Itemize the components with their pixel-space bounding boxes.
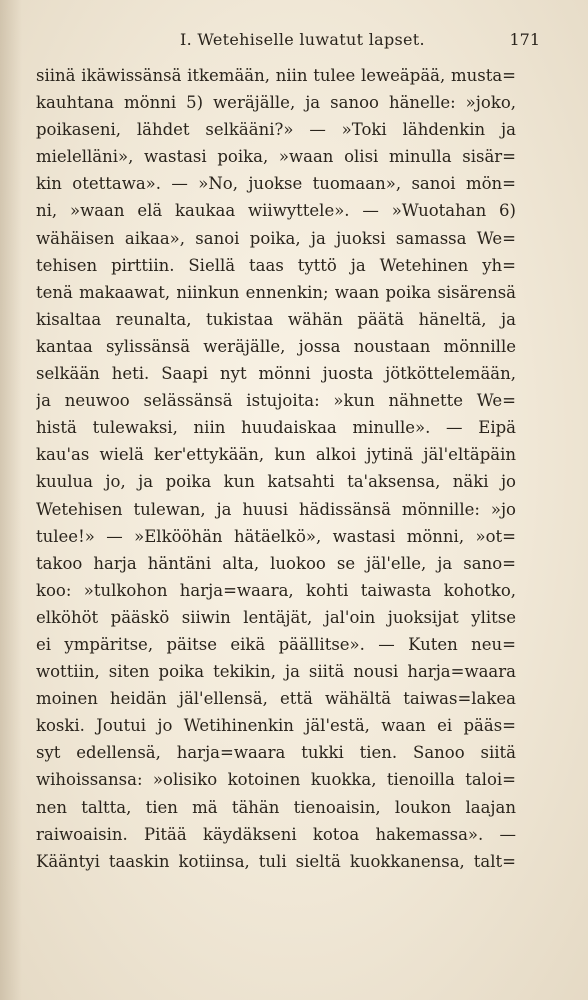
text-line: ei ympäritse, päitse eikä päällitse». — Kuten neu= [36, 634, 516, 654]
text-line: Kääntyi taaskin kotiinsa, tuli sieltä kuokkanensa, talt= [36, 851, 516, 871]
text-line: raiwoaisin. Pitää käydäkseni kotoa hakemassa». — [36, 824, 516, 844]
page-header [40, 30, 540, 52]
text-line: selkään heti. Saapi nyt mönni juosta jötköttelemään, [36, 364, 516, 384]
text-line: moinen heidän jäl'ellensä, että wähältä taiwas=lakea [36, 689, 516, 709]
text-line: koski. Joutui jo Wetihinenkin jäl'estä, waan ei pääs= [36, 716, 516, 736]
text-line: ni, »waan elä kaukaa wiiwyttele». — »Wuotahan 6) [36, 201, 516, 221]
text-line: kau'as wielä ker'ettykään, kun alkoi jytinä jäl'eltäpäin [36, 445, 516, 465]
page-number: 171 [509, 30, 540, 49]
page-gutter-shadow [0, 0, 22, 1000]
text-line: wottiin, siten poika tekikin, ja siitä nousi harja=waara [36, 662, 516, 682]
text-line: histä tulewaksi, niin huudaiskaa minulle». — Eipä [36, 418, 516, 438]
text-line: kin otettawa». — »No, juokse tuomaan», sanoi mön= [36, 174, 516, 194]
running-title: I. Wetehiselle luwatut lapset. [180, 30, 425, 49]
text-line: kauhtana mönni 5) weräjälle, ja sanoo hänelle: »joko, [36, 93, 516, 113]
text-line: elköhöt pääskö siiwin lentäjät, jal'oin juoksijat ylitse [36, 607, 516, 627]
text-line: takoo harja häntäni alta, luokoo se jäl'elle, ja sano= [36, 553, 516, 573]
text-line: wihoissansa: »olisiko kotoinen kuokka, tienoilla taloi= [36, 770, 516, 790]
text-line: syt edellensä, harja=waara tukki tien. Sanoo siitä [36, 743, 516, 763]
text-line: Wetehisen tulewan, ja huusi hädissänsä mönnille: »jo [36, 499, 516, 519]
text-line: wähäisen aikaa», sanoi poika, ja juoksi samassa We= [36, 228, 516, 248]
text-line: kantaa sylissänsä weräjälle, jossa noustaan mönnille [36, 336, 516, 356]
text-line: mielelläni», wastasi poika, »waan olisi minulla sisär= [36, 147, 516, 167]
text-line: tenä makaawat, niinkun ennenkin; waan poika sisärensä [36, 282, 516, 302]
text-line: tulee!» — »Elkööhän hätäelkö», wastasi mönni, »ot= [36, 526, 516, 546]
body-text [36, 62, 516, 875]
text-line: koo: »tulkohon harja=waara, kohti taiwasta kohotko, [36, 580, 516, 600]
text-line: nen taltta, tien mä tähän tienoaisin, loukon laajan [36, 797, 516, 817]
text-line: tehisen pirttiin. Siellä taas tyttö ja Wetehinen yh= [36, 255, 516, 275]
text-line: poikaseni, lähdet selkääni?» — »Toki lähdenkin ja [36, 120, 516, 140]
text-line: ja neuwoo selässänsä istujoita: »kun nähnette We= [36, 391, 516, 411]
text-line: kisaltaa reunalta, tukistaa wähän päätä häneltä, ja [36, 309, 516, 329]
text-line: kuulua jo, ja poika kun katsahti ta'aksensa, näki jo [36, 472, 516, 492]
text-line: siinä ikäwissänsä itkemään, niin tulee leweäpää, musta= [36, 66, 516, 85]
